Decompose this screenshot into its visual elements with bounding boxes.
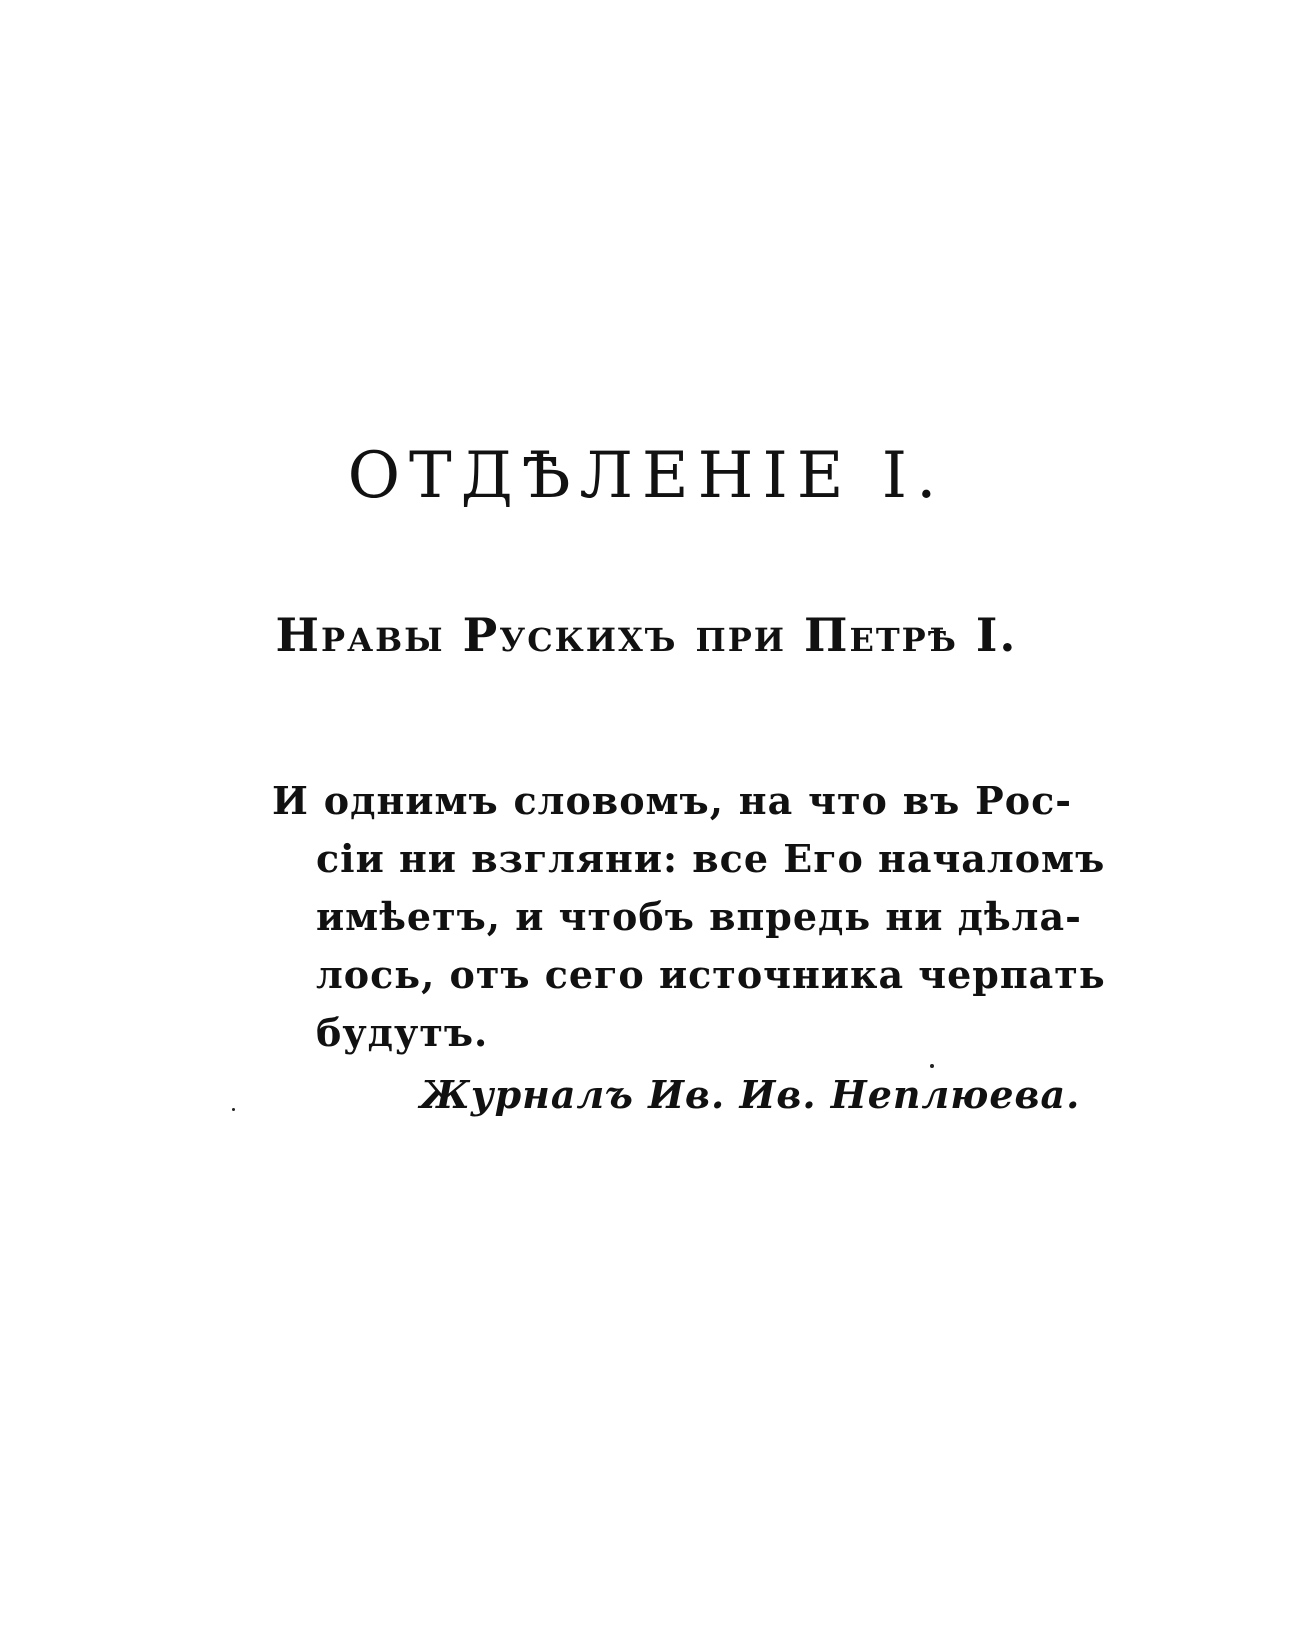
section-heading: ОТДѢЛЕНІЕ I. (347, 439, 946, 513)
ink-speck (930, 1064, 934, 1068)
epigraph-line-2: сіи ни взгляни: все Его началомъ (316, 836, 1106, 881)
ink-speck (232, 1108, 235, 1111)
epigraph-line-5: будутъ. (316, 1010, 489, 1055)
epigraph-attribution: Журналъ Ив. Ив. Неплюева. (420, 1072, 1081, 1117)
epigraph-line-3: имѣетъ, и чтобъ впредь ни дѣла- (316, 894, 1082, 939)
epigraph-line-4: лось, отъ сего источника черпать (316, 952, 1106, 997)
epigraph (272, 772, 1106, 1062)
epigraph-line-1: И однимъ словомъ, на что въ Рос- (272, 778, 1072, 823)
chapter-subtitle: Нравы Рускихъ при Петрѣ I. (275, 608, 1018, 662)
